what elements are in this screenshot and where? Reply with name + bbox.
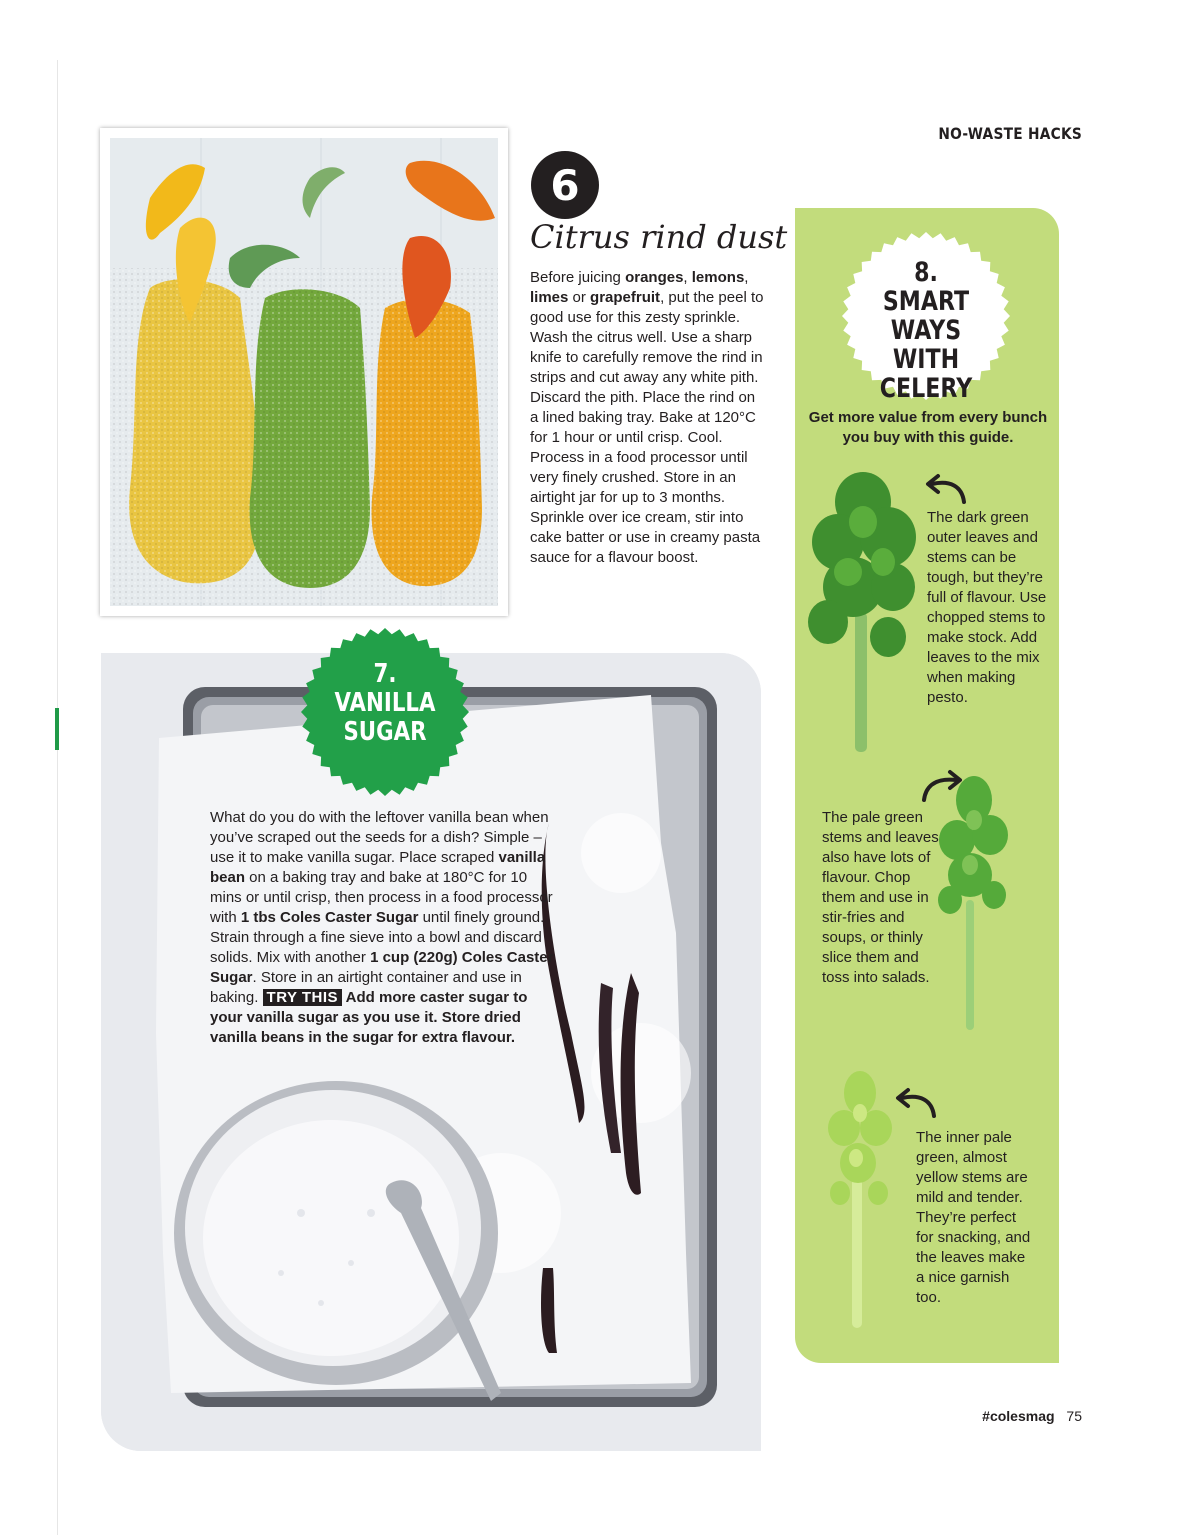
vanilla-text-run: on a baking tray and bake at 180°C for 10 mins or until crisp, then process in a food processor with — [210, 869, 553, 926]
badge-title-line1: VANILLA — [334, 688, 436, 718]
footer-hashtag: #colesmag — [982, 1408, 1055, 1424]
vanilla-text-run: until finely ground. Strain through a fine sieve into a bowl and discard solids. Mix with another — [210, 909, 545, 966]
citrus-text-run: , — [744, 269, 749, 286]
citrus-text-run: oranges — [625, 269, 684, 286]
badge-title-line1: SMART WAYS — [882, 286, 970, 346]
vanilla-text-run: Add more caster sugar to your vanilla sugar as you use it. Store dried vanilla beans in the sugar for extra flavour. — [210, 989, 528, 1046]
page-footer — [982, 1408, 1082, 1424]
celery-tip-pale: The pale green stems and leaves also have lots of flavour. Chop them and use in stir-fries and soups, or thinly slice them and toss into salads. — [822, 809, 939, 986]
page-margin-tick — [55, 708, 59, 750]
celery-tip-outer: The dark green outer leaves and stems can be tough, but they’re full of flavour. Use chopped stems to make stock. Add leaves to the mix when making pesto. — [927, 509, 1047, 706]
vanilla-text-run: 1 tbs Coles Caster Sugar — [240, 909, 419, 926]
citrus-text-run: Before juicing — [530, 269, 626, 286]
citrus-dust-photo — [100, 128, 508, 616]
arrow-up-left-icon — [924, 472, 970, 506]
citrus-title: Citrus rind dust — [530, 218, 788, 256]
vanilla-text-run: vanilla bean — [210, 849, 546, 886]
vanilla-text-run: . Store in an airtight container and use in baking. — [210, 969, 522, 1006]
celery-tip-inner: The inner pale green, almost yellow stems are mild and tender. They’re perfect for snacking, and the leaves make a nice garnish too. — [916, 1129, 1031, 1306]
citrus-text-run: grapefruit — [590, 289, 661, 306]
citrus-text-run: , put the peel to good use for this zesty sprinkle. Wash the citrus well. Use a sharp knife to carefully remove the rind in strips and cut away any white pith. Discard the pith. Place the rind on a lined baking tray. Bake at 120°C for 1 hour or until crisp. Cool. Process in a food processor until very finely crushed. Store in an airtight jar for up to 3 months. Sprinkle over ice cream, stir into cake batter or use in creamy pasta sauce for a flavour boost. — [530, 289, 764, 566]
celery-intro: Get more value from every bunch you buy with this guide. — [808, 409, 1048, 446]
vanilla-text-run: What do you do with the leftover vanilla bean when you’ve scraped out the seeds for a dish? Simple – use it to make vanilla sugar. Place scraped — [210, 809, 549, 866]
vanilla-sugar-badge — [301, 628, 469, 796]
badge-title-line2: WITH CELERY — [879, 344, 973, 404]
badge-number-7: 7. — [373, 659, 397, 689]
citrus-text-run: limes — [530, 289, 569, 306]
citrus-text-run: , — [683, 269, 692, 286]
page-margin-line — [57, 60, 58, 1535]
celery-inner-yellow-image — [826, 1068, 896, 1333]
citrus-body-text — [530, 268, 766, 568]
celery-pale-green-image — [932, 770, 1012, 1035]
citrus-text-run: or — [568, 289, 591, 306]
section-label: NO-WASTE HACKS — [938, 124, 1082, 143]
arrow-up-left-icon — [894, 1086, 940, 1120]
celery-badge — [842, 232, 1010, 404]
vanilla-text-run: 1 cup (220g) Coles Caster Sugar — [210, 949, 554, 986]
page-number: 75 — [1066, 1408, 1082, 1424]
tip-number-6-badge: 6 — [531, 151, 599, 219]
celery-dark-green-image — [803, 462, 923, 752]
badge-title-line2: SUGAR — [343, 717, 427, 747]
badge-number-8: 8. — [914, 257, 938, 288]
vanilla-body-text — [210, 808, 555, 1048]
citrus-text-run: lemons — [691, 269, 745, 286]
try-this-tag: TRY THIS — [263, 989, 343, 1006]
